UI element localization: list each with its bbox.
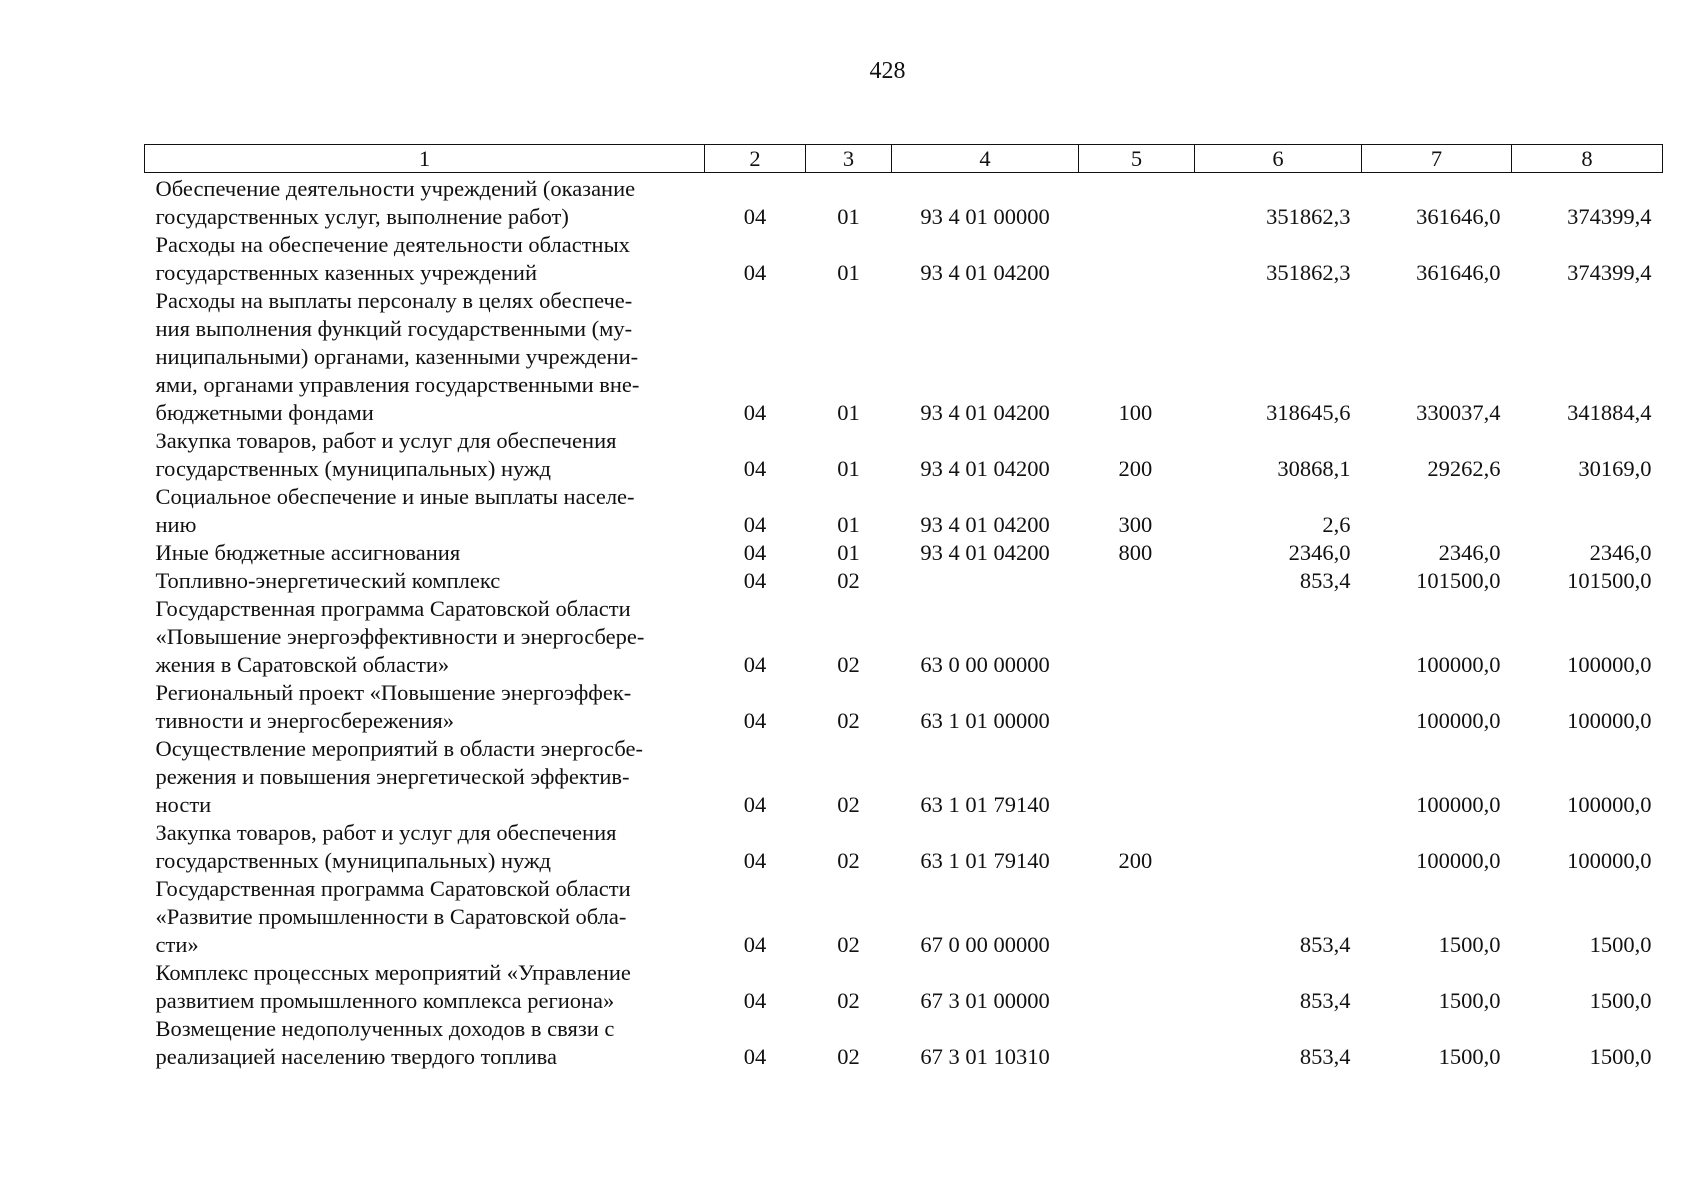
- expense-type-code: [1079, 875, 1195, 959]
- amount-column-7: 330037,4: [1416, 400, 1501, 425]
- amount-column-7: 100000,0: [1416, 848, 1501, 873]
- section-code: 04: [743, 1044, 767, 1069]
- amount-column-8: [1512, 483, 1663, 539]
- amount-column-8: 30169,0: [1578, 456, 1652, 481]
- budget-table: [144, 144, 1663, 1071]
- description-line: Государственная программа Саратовской области: [155, 876, 631, 901]
- table-row: [145, 483, 1663, 539]
- amount-column-7: 361646,0: [1416, 260, 1501, 285]
- table-row: [145, 173, 1663, 232]
- column-header-1: 1: [145, 145, 705, 173]
- amount-column-6: 853,4: [1299, 932, 1351, 957]
- amount-column-7: 361646,0: [1416, 204, 1501, 229]
- description-line: реализацией населению твердого топлива: [155, 1044, 557, 1069]
- column-header-7: 7: [1362, 145, 1512, 173]
- row-description: [145, 427, 705, 483]
- description-line: Закупка товаров, работ и услуг для обеспечения: [155, 428, 617, 453]
- amount-column-8: 100000,0: [1567, 792, 1652, 817]
- table-row: [145, 959, 1663, 1015]
- subsection-code: 02: [837, 932, 860, 957]
- amount-column-6: 2346,0: [1288, 540, 1351, 565]
- amount-column-6: 351862,3: [1266, 260, 1351, 285]
- page-number: 428: [869, 58, 906, 84]
- section-code: 04: [743, 456, 767, 481]
- amount-column-6: [1195, 819, 1362, 875]
- subsection-code: 02: [837, 1044, 860, 1069]
- description-line: государственных (муниципальных) нужд: [155, 848, 551, 873]
- expense-type-code: 800: [1118, 540, 1153, 565]
- column-header-3: 3: [806, 145, 892, 173]
- target-article-code: 67 3 01 00000: [920, 988, 1050, 1013]
- expense-type-code: 300: [1118, 512, 1153, 537]
- description-line: Топливно-энергетический комплекс: [155, 568, 501, 593]
- row-description: [145, 173, 705, 232]
- section-code: 04: [743, 260, 767, 285]
- section-code: 04: [743, 848, 767, 873]
- header-row: [145, 145, 1663, 173]
- target-article-code: 93 4 01 00000: [920, 204, 1050, 229]
- description-line: Региональный проект «Повышение энергоэффек-: [155, 680, 632, 705]
- subsection-code: 02: [837, 568, 860, 593]
- section-code: 04: [743, 400, 767, 425]
- table-row: [145, 1015, 1663, 1071]
- amount-column-7: 100000,0: [1416, 792, 1501, 817]
- description-line: нию: [155, 512, 197, 537]
- section-code: 04: [743, 932, 767, 957]
- description-line: тивности и энергосбережения»: [155, 708, 454, 733]
- target-article-code: 93 4 01 04200: [920, 512, 1050, 537]
- row-description: [145, 875, 705, 959]
- row-description: [145, 539, 705, 567]
- amount-column-6: 30868,1: [1277, 456, 1351, 481]
- amount-column-8: 341884,4: [1567, 400, 1652, 425]
- amount-column-6: 853,4: [1299, 568, 1351, 593]
- description-line: ниципальными) органами, казенными учреждени-: [155, 344, 639, 369]
- amount-column-6: 318645,6: [1266, 400, 1351, 425]
- table-row: [145, 231, 1663, 287]
- row-description: [145, 231, 705, 287]
- amount-column-8: 101500,0: [1567, 568, 1652, 593]
- amount-column-8: 1500,0: [1589, 932, 1652, 957]
- target-article-code: 63 1 01 79140: [920, 792, 1050, 817]
- subsection-code: 01: [837, 400, 860, 425]
- expense-type-code: [1079, 1015, 1195, 1071]
- amount-column-8: 374399,4: [1567, 260, 1652, 285]
- description-line: развитием промышленного комплекса региона»: [155, 988, 615, 1013]
- row-description: [145, 735, 705, 819]
- amount-column-7: [1362, 483, 1512, 539]
- row-description: [145, 1015, 705, 1071]
- amount-column-7: 1500,0: [1438, 932, 1501, 957]
- table-row: [145, 735, 1663, 819]
- description-line: ности: [155, 792, 212, 817]
- table-row: [145, 287, 1663, 427]
- row-description: [145, 287, 705, 427]
- row-description: [145, 959, 705, 1015]
- table-row: [145, 595, 1663, 679]
- row-description: [145, 595, 705, 679]
- description-line: государственных (муниципальных) нужд: [155, 456, 551, 481]
- table-row: [145, 819, 1663, 875]
- description-line: Иные бюджетные ассигнования: [155, 540, 461, 565]
- expense-type-code: [1079, 595, 1195, 679]
- subsection-code: 01: [837, 540, 860, 565]
- section-code: 04: [743, 708, 767, 733]
- amount-column-8: 100000,0: [1567, 848, 1652, 873]
- section-code: 04: [743, 204, 767, 229]
- table-row: [145, 875, 1663, 959]
- amount-column-7: 1500,0: [1438, 988, 1501, 1013]
- description-line: Комплекс процессных мероприятий «Управление: [155, 960, 631, 985]
- amount-column-7: 2346,0: [1438, 540, 1501, 565]
- description-line: Закупка товаров, работ и услуг для обеспечения: [155, 820, 617, 845]
- table-body: [145, 173, 1663, 1072]
- subsection-code: 02: [837, 792, 860, 817]
- section-code: 04: [743, 512, 767, 537]
- amount-column-7: 29262,6: [1427, 456, 1501, 481]
- amount-column-6: 853,4: [1299, 988, 1351, 1013]
- subsection-code: 01: [837, 204, 860, 229]
- amount-column-6: 351862,3: [1266, 204, 1351, 229]
- expense-type-code: [1079, 735, 1195, 819]
- row-description: [145, 567, 705, 595]
- description-line: Возмещение недополученных доходов в связи с: [155, 1016, 615, 1041]
- expense-type-code: [1079, 173, 1195, 232]
- target-article-code: [892, 567, 1079, 595]
- description-line: «Развитие промышленности в Саратовской обла-: [155, 904, 627, 929]
- target-article-code: 67 3 01 10310: [920, 1044, 1050, 1069]
- description-line: режения и повышения энергетической эффектив-: [155, 764, 630, 789]
- amount-column-6: 2,6: [1322, 512, 1351, 537]
- target-article-code: 93 4 01 04200: [920, 540, 1050, 565]
- table-header: [145, 145, 1663, 173]
- amount-column-7: 100000,0: [1416, 708, 1501, 733]
- amount-column-6: [1195, 735, 1362, 819]
- description-line: Расходы на обеспечение деятельности областных: [155, 232, 630, 257]
- target-article-code: 93 4 01 04200: [920, 260, 1050, 285]
- expense-type-code: 200: [1118, 456, 1153, 481]
- amount-column-8: 100000,0: [1567, 708, 1652, 733]
- subsection-code: 01: [837, 512, 860, 537]
- expense-type-code: 200: [1118, 848, 1153, 873]
- amount-column-6: 853,4: [1299, 1044, 1351, 1069]
- description-line: жения в Саратовской области»: [155, 652, 450, 677]
- subsection-code: 01: [837, 260, 860, 285]
- row-description: [145, 679, 705, 735]
- section-code: 04: [743, 540, 767, 565]
- description-line: сти»: [155, 932, 199, 957]
- description-line: ния выполнения функций государственными (му-: [155, 316, 633, 341]
- target-article-code: 63 1 01 00000: [920, 708, 1050, 733]
- row-description: [145, 819, 705, 875]
- amount-column-8: 100000,0: [1567, 652, 1652, 677]
- description-line: ями, органами управления государственными вне-: [155, 372, 640, 397]
- expense-type-code: [1079, 959, 1195, 1015]
- expense-type-code: [1079, 679, 1195, 735]
- target-article-code: 63 1 01 79140: [920, 848, 1050, 873]
- subsection-code: 02: [837, 848, 860, 873]
- expense-type-code: [1079, 567, 1195, 595]
- amount-column-6: [1195, 679, 1362, 735]
- target-article-code: 67 0 00 00000: [920, 932, 1050, 957]
- row-description: [145, 483, 705, 539]
- description-line: «Повышение энергоэффективности и энергосбере-: [155, 624, 645, 649]
- description-line: Расходы на выплаты персоналу в целях обеспече-: [155, 288, 633, 313]
- subsection-code: 01: [837, 456, 860, 481]
- expense-type-code: [1079, 231, 1195, 287]
- description-line: бюджетными фондами: [155, 400, 374, 425]
- table-row: [145, 679, 1663, 735]
- column-header-5: 5: [1079, 145, 1195, 173]
- subsection-code: 02: [837, 652, 860, 677]
- table-row: [145, 539, 1663, 567]
- target-article-code: 93 4 01 04200: [920, 456, 1050, 481]
- amount-column-7: 101500,0: [1416, 568, 1501, 593]
- section-code: 04: [743, 652, 767, 677]
- subsection-code: 02: [837, 708, 860, 733]
- amount-column-8: 1500,0: [1589, 988, 1652, 1013]
- table-row: [145, 427, 1663, 483]
- description-line: государственных услуг, выполнение работ): [155, 204, 569, 229]
- target-article-code: 93 4 01 04200: [920, 400, 1050, 425]
- subsection-code: 02: [837, 988, 860, 1013]
- amount-column-8: 2346,0: [1589, 540, 1652, 565]
- column-header-2: 2: [705, 145, 806, 173]
- description-line: Социальное обеспечение и иные выплаты населе-: [155, 484, 635, 509]
- section-code: 04: [743, 568, 767, 593]
- amount-column-7: 100000,0: [1416, 652, 1501, 677]
- target-article-code: 63 0 00 00000: [920, 652, 1050, 677]
- column-header-6: 6: [1195, 145, 1362, 173]
- amount-column-8: 1500,0: [1589, 1044, 1652, 1069]
- section-code: 04: [743, 988, 767, 1013]
- column-header-4: 4: [892, 145, 1079, 173]
- section-code: 04: [743, 792, 767, 817]
- amount-column-8: 374399,4: [1567, 204, 1652, 229]
- amount-column-7: 1500,0: [1438, 1044, 1501, 1069]
- description-line: Осуществление мероприятий в области энергосбе-: [155, 736, 643, 761]
- description-line: Обеспечение деятельности учреждений (оказание: [155, 176, 636, 201]
- expense-type-code: 100: [1118, 400, 1153, 425]
- column-header-8: 8: [1512, 145, 1663, 173]
- description-line: Государственная программа Саратовской области: [155, 596, 631, 621]
- description-line: государственных казенных учреждений: [155, 260, 537, 285]
- amount-column-6: [1195, 595, 1362, 679]
- table-row: [145, 567, 1663, 595]
